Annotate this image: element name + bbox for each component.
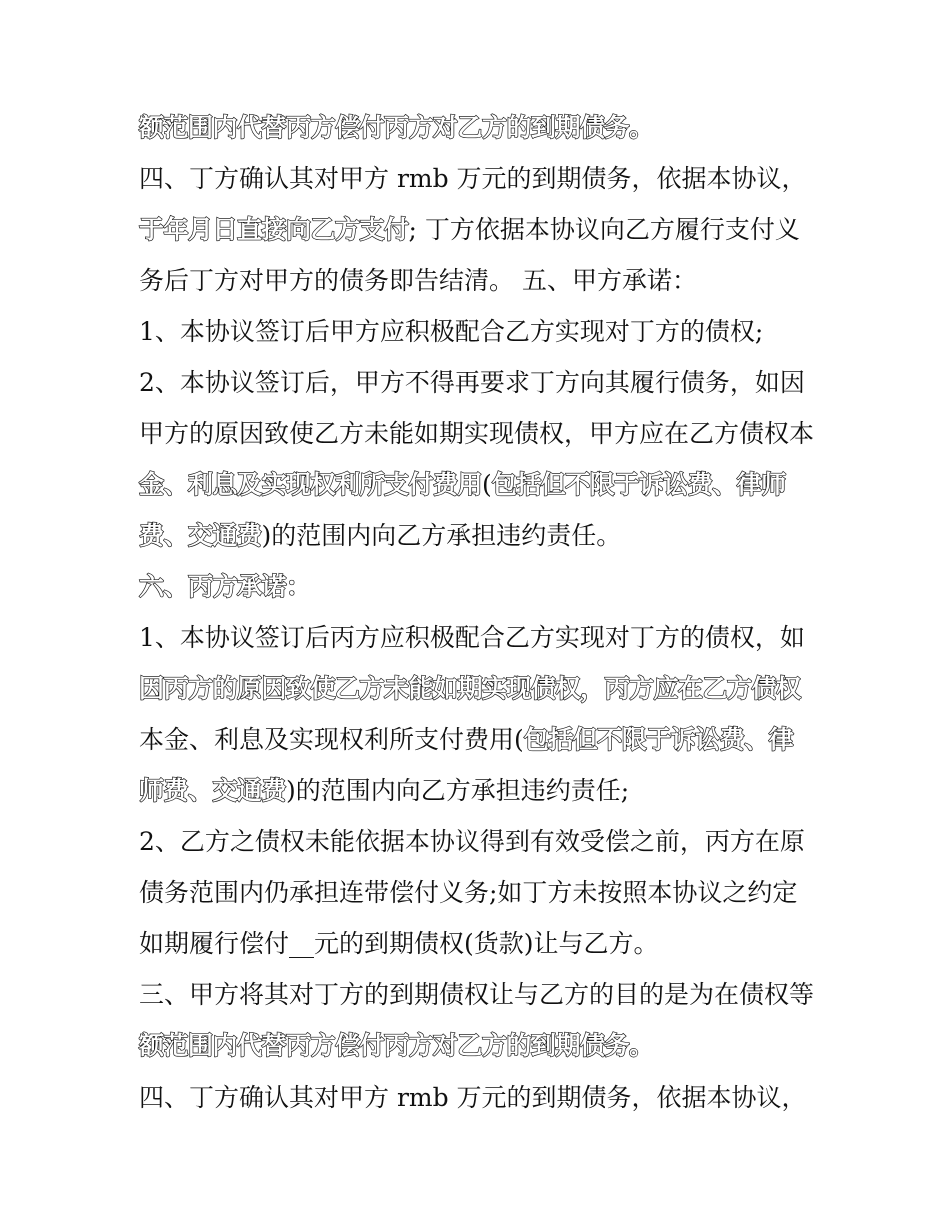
text-line: [139, 363, 839, 403]
text-line: [139, 720, 839, 760]
text-line: [139, 516, 839, 556]
text-line: [139, 108, 839, 148]
text-segment: 师费、交通费: [139, 776, 287, 805]
text-line: [139, 1078, 839, 1118]
text-line: [139, 210, 839, 250]
text-line: [139, 1026, 839, 1066]
text-line: [139, 873, 839, 913]
text-segment: 本金、利息及实现权利所支付费用(: [139, 725, 524, 754]
text-segment: 金、利息及实现权利所支付费用: [139, 470, 483, 499]
text-line: [139, 975, 839, 1015]
text-segment: 费、交通费: [139, 521, 262, 550]
text-segment: 甲方的原因致使乙方未能如期实现债权，甲方应在乙方债权本: [139, 419, 815, 448]
text-segment: 债务范围内仍承担连带偿付义务;如丁方未按照本协议之约定: [139, 878, 798, 907]
text-line: [139, 669, 839, 709]
text-line: [139, 414, 839, 454]
text-segment: )的范围内向乙方承担违约责任;: [286, 776, 630, 805]
text-segment: 三、甲方将其对丁方的到期债权让与乙方的目的是为在债权等: [139, 980, 815, 1009]
text-line: [139, 822, 839, 862]
text-segment: 务后丁方对甲方的债务即告结清。 五、甲方承诺：: [139, 266, 697, 295]
text-segment: 因丙方的原因致使乙方未能如期实现债权，丙方应在乙方债权: [139, 674, 801, 703]
text-segment: )的范围内向乙方承担违约责任。: [261, 521, 622, 550]
text-line: [139, 771, 839, 811]
text-segment: 额范围内代替丙方偿付丙方对乙方的到期债务。: [139, 1031, 654, 1060]
text-segment: 包括但不限于诉讼费、律: [523, 725, 794, 754]
text-segment: 2、本协议签订后，甲方不得再要求丁方向其履行债务，如因: [139, 368, 805, 397]
text-segment: 包括但不限于诉讼费、律师: [491, 470, 786, 499]
text-segment: (: [482, 470, 492, 499]
text-segment: 四、丁方确认其对甲方 rmb 万元的到期债务，依据本协议，: [139, 1083, 807, 1112]
text-segment: 四、丁方确认其对甲方 rmb 万元的到期债务，依据本协议，: [139, 164, 807, 193]
text-segment: 六、丙方承诺：: [139, 572, 311, 601]
text-line: [139, 465, 839, 505]
text-segment: 2、乙方之债权未能依据本协议得到有效受偿之前，丙方在原: [139, 827, 805, 856]
text-segment: 1、本协议签订后丙方应积极配合乙方实现对丁方的债权，如: [139, 623, 805, 652]
text-line: [139, 312, 839, 352]
text-segment: 如期履行偿付__元的到期债权(货款)让与乙方。: [139, 929, 659, 958]
text-line: [139, 618, 839, 658]
text-segment: ; 丁方依据本协议向乙方履行支付义: [408, 215, 800, 244]
text-line: [139, 159, 839, 199]
text-segment: 额范围内代替丙方偿付丙方对乙方的到期债务。: [139, 113, 654, 142]
section-heading: [139, 567, 839, 607]
text-segment: 1、本协议签订后甲方应积极配合乙方实现对丁方的债权;: [139, 317, 764, 346]
text-segment: 于年月日直接向乙方支付: [139, 215, 409, 244]
text-line: [139, 924, 839, 964]
text-line: [139, 261, 839, 301]
